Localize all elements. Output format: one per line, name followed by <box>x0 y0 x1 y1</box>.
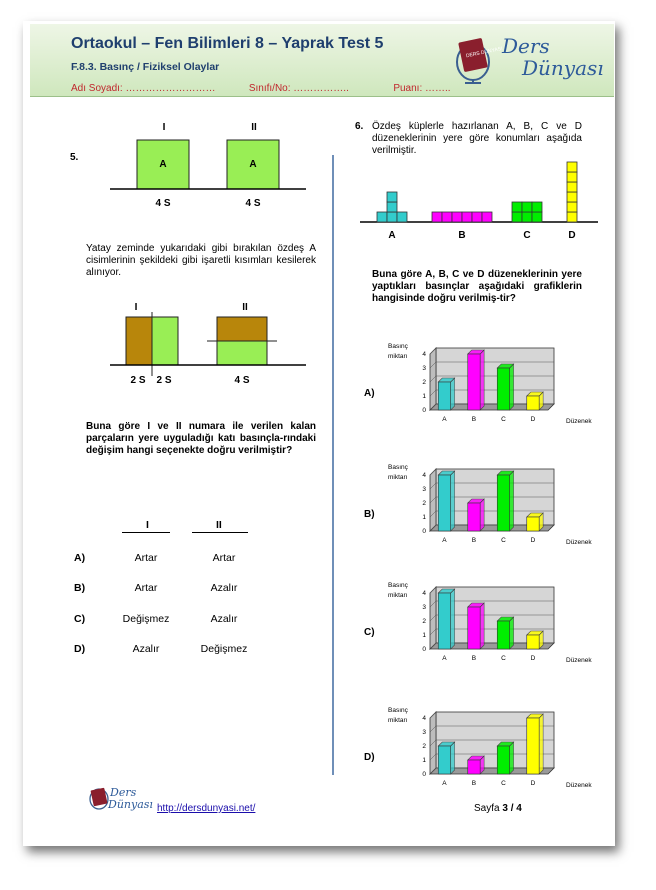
setup-a-cube <box>377 212 387 222</box>
setup-c-cube <box>512 202 522 212</box>
q5-option-i: Azalır <box>132 643 160 655</box>
q5-option-i: Artar <box>134 582 158 594</box>
setup-label: A <box>388 230 396 241</box>
q5-option-ii: Azalır <box>210 613 238 625</box>
chart-y-tick: 2 <box>422 618 426 625</box>
setup-a-cube <box>387 212 397 222</box>
chart-bar <box>438 475 450 531</box>
footer-logo-icon <box>88 786 110 812</box>
page-subtitle: F.8.3. Basınç / Fiziksel Olaylar <box>71 61 220 73</box>
chart-y-tick: 1 <box>422 514 426 521</box>
footer-logo-top: Ders <box>110 786 137 799</box>
chart-y-tick: 1 <box>422 632 426 639</box>
chart-bar <box>438 382 450 410</box>
setup-d-cube <box>567 172 577 182</box>
footer-website-link[interactable]: http://dersdunyasi.net/ <box>157 803 256 814</box>
chart-x-tick: C <box>501 537 506 544</box>
setup-b-cube <box>482 212 492 222</box>
chart-bar <box>468 760 480 774</box>
column-divider <box>332 155 334 775</box>
q6-question: Buna göre A, B, C ve D düzeneklerinin yere yaptıkları basınçlar aşağıdaki grafiklerin hangisinde doğru verilmiş-tir? <box>372 269 582 304</box>
q6-description: Özdeş küplerle hazırlanan A, B, C ve D düzeneklerinin yere göre konumları aşağıda verilmiştir. <box>372 121 582 156</box>
chart-x-tick: D <box>530 655 536 662</box>
fig2-kept-part-i <box>152 317 178 365</box>
fig2-cut-part-ii <box>217 317 267 341</box>
fig2-cut-part-i <box>126 317 152 365</box>
chart-bar <box>527 396 539 410</box>
chart-x-tick: D <box>530 537 536 544</box>
setup-b-cube <box>472 212 482 222</box>
chart-x-tick: A <box>442 655 447 662</box>
fig1-label-i: I <box>162 122 166 133</box>
q5-option-ii: Azalır <box>210 582 238 594</box>
q6-option-letter[interactable]: A) <box>364 388 375 399</box>
q5-option-letter: A) <box>74 552 86 564</box>
setup-label: D <box>568 230 576 241</box>
chart-ylabel-1: Basınç <box>388 582 408 589</box>
chart-ylabel-1: Basınç <box>388 707 408 714</box>
chart-xlabel: Düzenek <box>566 782 592 789</box>
q5-question: Buna göre I ve II numara ile verilen kalan parçaların yere uyguladığı katı basınçla-rındaki değişim hangi seçenekte doğru verilmiştir? <box>86 421 316 456</box>
setup-d-cube <box>567 192 577 202</box>
chart-bar <box>527 517 539 531</box>
chart-y-tick: 4 <box>422 715 426 722</box>
chart-x-tick: B <box>471 416 477 423</box>
page-number <box>474 803 522 814</box>
setup-b-cube <box>462 212 472 222</box>
bar-chart <box>374 336 604 428</box>
chart-bar <box>527 718 539 774</box>
fig1-label-ii: II <box>251 122 257 133</box>
score-field[interactable]: Puanı: …….. <box>393 83 451 94</box>
chart-x-tick: A <box>442 416 447 423</box>
page-title: Ortaokul – Fen Bilimleri 8 – Yaprak Test 5 <box>71 35 384 52</box>
setup-d-cube <box>567 202 577 212</box>
chart-bar-side <box>510 617 514 649</box>
chart-y-tick: 3 <box>422 604 426 611</box>
q6-option-letter[interactable]: C) <box>364 627 375 638</box>
chart-bar <box>468 607 480 649</box>
fig1-block-label-i: A <box>159 159 167 170</box>
page-num: 3 / 4 <box>502 803 522 814</box>
fig2-label-i: I <box>134 302 138 313</box>
q5-description: Yatay zeminde yukarıdaki gibi bırakılan özdeş A cisimlerinin şekildeki gibi işaretli kısımları kesilerek alınıyor. <box>86 243 316 278</box>
fig1-area-ii: 4 S <box>245 198 261 209</box>
chart-y-tick: 2 <box>422 500 426 507</box>
chart-y-tick: 4 <box>422 590 426 597</box>
setup-a-cube <box>397 212 407 222</box>
page-prefix: Sayfa <box>474 803 503 814</box>
q5-figure-2 <box>110 298 310 390</box>
chart-bar <box>497 475 509 531</box>
chart-bar-side <box>451 471 455 531</box>
chart-x-tick: D <box>530 780 536 787</box>
setup-c-cube <box>532 202 542 212</box>
chart-bar-side <box>480 499 484 531</box>
chart-y-tick: 1 <box>422 393 426 400</box>
class-field[interactable]: Sınıfı/No: …………….. <box>248 83 349 94</box>
chart-x-tick: C <box>501 655 506 662</box>
setup-d-cube <box>567 212 577 222</box>
fig2-label-ii: II <box>242 302 248 313</box>
logo-text-bottom: Dünyası <box>522 56 604 80</box>
chart-ylabel-1: Basınç <box>388 343 408 350</box>
setup-a-cube <box>387 202 397 212</box>
chart-bar-side <box>510 364 514 410</box>
q5-option-row[interactable] <box>74 552 314 566</box>
chart-bar <box>527 635 539 649</box>
chart-ylabel-2: miktarı <box>388 592 408 599</box>
footer-logo-bottom: Dünyası <box>108 798 153 811</box>
fig2-kept-part-ii <box>217 341 267 365</box>
chart-y-tick: 3 <box>422 365 426 372</box>
header-banner <box>30 24 614 97</box>
chart-x-tick: C <box>501 780 506 787</box>
chart-x-tick: B <box>471 537 477 544</box>
setup-label: C <box>523 230 531 241</box>
setup-b-cube <box>452 212 462 222</box>
q5-option-row[interactable] <box>74 613 314 627</box>
chart-bar <box>468 503 480 531</box>
chart-y-tick: 3 <box>422 729 426 736</box>
book-globe-logo-icon <box>454 32 504 84</box>
bar-chart <box>374 575 604 667</box>
chart-bar-side <box>451 378 455 410</box>
bar-chart <box>374 457 604 549</box>
fig2-right-area: 2 S <box>156 375 172 386</box>
setup-c-cube <box>522 202 532 212</box>
fig2-area-ii: 4 S <box>234 375 250 386</box>
chart-bar-side <box>510 742 514 774</box>
fig1-area-i: 4 S <box>155 198 171 209</box>
chart-bar <box>468 354 480 410</box>
chart-xlabel: Düzenek <box>566 657 592 664</box>
chart-y-tick: 0 <box>422 528 426 535</box>
chart-y-tick: 1 <box>422 757 426 764</box>
chart-bar-side <box>480 350 484 410</box>
book-label: DERS DÜNYASI <box>465 45 504 60</box>
setup-label: B <box>458 230 466 241</box>
chart-bar <box>438 746 450 774</box>
bar-chart <box>374 700 604 792</box>
col-underline-i <box>122 532 170 533</box>
setup-c-cube <box>512 212 522 222</box>
chart-x-tick: C <box>501 416 506 423</box>
chart-bar-side <box>480 603 484 649</box>
chart-x-tick: B <box>471 655 477 662</box>
chart-bar <box>497 368 509 410</box>
chart-xlabel: Düzenek <box>566 539 592 546</box>
q5-option-row[interactable] <box>74 643 314 657</box>
setup-c-cube <box>532 212 542 222</box>
q5-option-i: Artar <box>134 552 158 564</box>
q5-option-letter: C) <box>74 613 86 625</box>
col-header-ii: II <box>216 519 222 531</box>
chart-x-tick: B <box>471 780 477 787</box>
col-header-i: I <box>146 519 149 531</box>
logo-text-top: Ders <box>502 34 550 58</box>
chart-x-tick: A <box>442 780 447 787</box>
chart-ylabel-2: miktarı <box>388 474 408 481</box>
chart-bar <box>497 621 509 649</box>
q5-number: 5. <box>70 152 79 163</box>
setup-b-cube <box>442 212 452 222</box>
chart-bar-side <box>451 589 455 649</box>
q6-number: 6. <box>355 121 364 132</box>
chart-y-tick: 4 <box>422 472 426 479</box>
fig1-block-label-ii: A <box>249 159 257 170</box>
q5-option-ii: Artar <box>212 552 236 564</box>
chart-y-tick: 4 <box>422 351 426 358</box>
q5-figure-1 <box>110 118 310 214</box>
chart-ylabel-1: Basınç <box>388 464 408 471</box>
q6-option-letter[interactable]: B) <box>364 509 375 520</box>
setup-b-cube <box>432 212 442 222</box>
chart-y-tick: 0 <box>422 771 426 778</box>
chart-y-tick: 0 <box>422 407 426 414</box>
chart-y-tick: 2 <box>422 743 426 750</box>
chart-x-tick: D <box>530 416 536 423</box>
chart-ylabel-2: miktarı <box>388 717 408 724</box>
q5-option-letter: D) <box>74 643 86 655</box>
chart-y-tick: 2 <box>422 379 426 386</box>
chart-bar-side <box>451 742 455 774</box>
chart-bar-side <box>539 714 543 774</box>
chart-y-tick: 3 <box>422 486 426 493</box>
chart-bar <box>438 593 450 649</box>
chart-ylabel-2: miktarı <box>388 353 408 360</box>
q5-option-i: Değişmez <box>122 613 170 625</box>
q5-option-letter: B) <box>74 582 86 594</box>
q6-setups-figure <box>360 160 600 242</box>
chart-bar-side <box>510 471 514 531</box>
chart-x-tick: A <box>442 537 447 544</box>
setup-a-cube <box>387 192 397 202</box>
student-info-fields <box>71 83 451 94</box>
setup-d-cube <box>567 182 577 192</box>
q6-option-letter[interactable]: D) <box>364 752 375 763</box>
setup-d-cube <box>567 162 577 172</box>
name-field[interactable]: Adı Soyadı: ……………………… <box>71 83 216 94</box>
chart-y-tick: 0 <box>422 646 426 653</box>
chart-xlabel: Düzenek <box>566 418 592 425</box>
chart-bar <box>497 746 509 774</box>
setup-c-cube <box>522 212 532 222</box>
q5-option-ii: Değişmez <box>200 643 248 655</box>
q5-option-row[interactable] <box>74 582 314 596</box>
col-underline-ii <box>192 532 248 533</box>
fig2-left-area: 2 S <box>130 375 146 386</box>
